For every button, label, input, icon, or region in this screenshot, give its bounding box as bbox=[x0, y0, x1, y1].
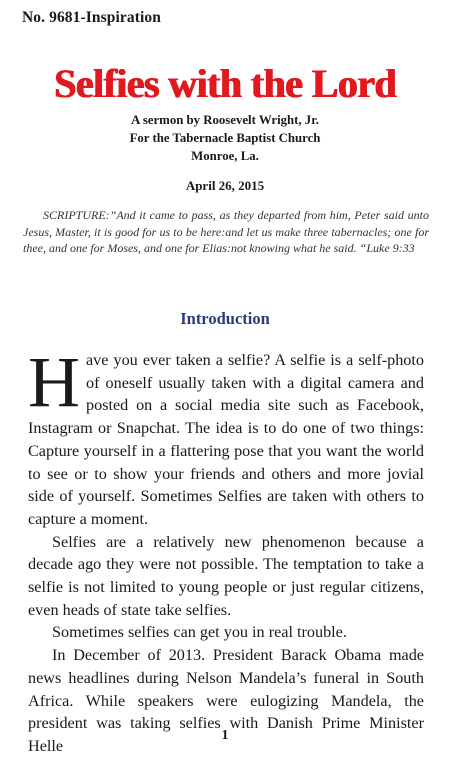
paragraph bbox=[28, 342, 424, 531]
paragraph: Sometimes selfies can get you in real trouble. bbox=[52, 623, 347, 642]
body-text bbox=[28, 342, 424, 758]
byline-author: A sermon by Roosevelt Wright, Jr. bbox=[131, 113, 319, 127]
issue-number: No. 9681-Inspiration bbox=[22, 9, 161, 26]
byline-location: Monroe, La. bbox=[191, 149, 259, 163]
section-heading: Introduction bbox=[180, 309, 270, 328]
scripture-passage: SCRIPTURE:”And it came to pass, as they departed from him, Peter said unto Jesus, Master, it is good for us to be here:and let us make three tabernacles; one for thee, and one for Moses, and one for Elias:not knowing what he said. “Luke 9:33 bbox=[23, 208, 429, 256]
sermon-title: Selfies with the Lord bbox=[54, 61, 396, 106]
paragraph-text: ave you ever taken a selfie? A selfie is a self-photo of oneself usually taken with a digital camera and posted on a social media site such as Facebook, Instagram or Snapchat. The idea is to do one of two things: Capture yourself in a flattering pose that you want the world to see or to show your friends and others and more jovial side of yourself. Sometimes Selfies are taken with others to capture a moment. bbox=[28, 351, 424, 528]
drop-cap: H bbox=[28, 342, 80, 422]
byline bbox=[0, 111, 450, 165]
sermon-date: April 26, 2015 bbox=[185, 178, 265, 193]
paragraph: In December of 2013. President Barack Obama made news headlines during Nelson Mandela’s funeral in South Africa. While speakers were eulogizing Mandela, the president was taking selfies with Danish Prime Minister Helle bbox=[28, 646, 424, 755]
byline-church: For the Tabernacle Baptist Church bbox=[129, 131, 321, 145]
page-number: 1 bbox=[221, 728, 229, 743]
paragraph: Selfies are a relatively new phenomenon because a decade ago they were not possible. The temptation to take a selfie is not limited to young people or just regular citizens, even heads of state take selfies. bbox=[28, 532, 424, 619]
